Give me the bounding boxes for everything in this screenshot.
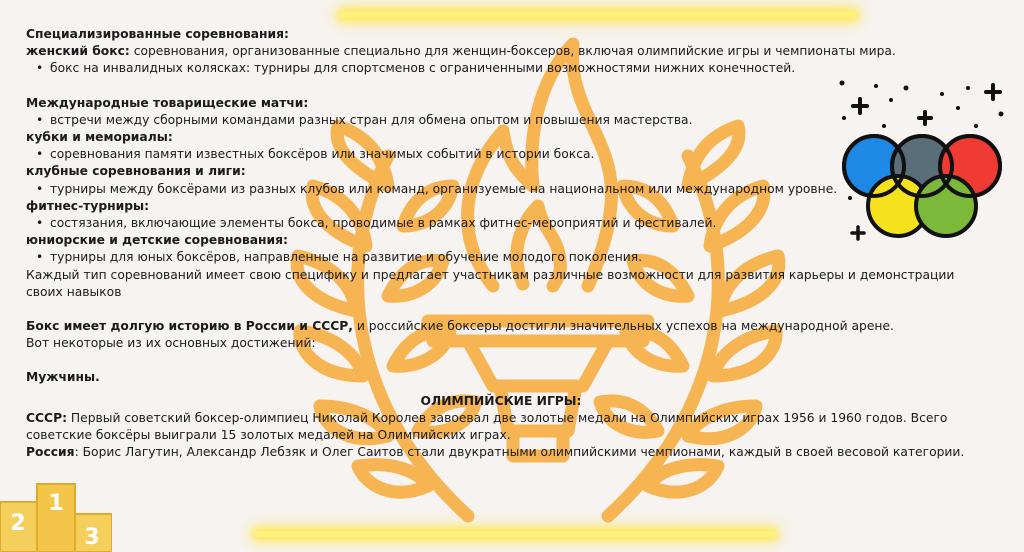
russia-paragraph: Россия: Борис Лагутин, Александр Лебзяк и Олег Саитов стали двукратными олимпийскими чемпионами, каждый в своей весовой категории. (26, 445, 965, 460)
olympic-rings-icon (836, 78, 1016, 248)
russia-label: Россия (26, 445, 75, 460)
s1-title: Специализированные соревнования: (26, 27, 289, 41)
list-item: • встречи между сборными командами разных стран для обмена опытом и повышения мастерства. (36, 112, 693, 127)
s4-title: клубные соревнования и лиги: (26, 164, 246, 179)
ussr-label: СССР: (26, 410, 68, 425)
s1-womens-line (26, 43, 976, 60)
olympics-heading: ОЛИМПИЙСКИЕ ИГРЫ: (420, 393, 582, 408)
list-item: • состязания, включающие элементы бокса, проводимые в рамках фитнес-мероприятий и фестивалей. (36, 216, 717, 231)
podium-first: 1 (48, 491, 64, 516)
men-heading: Мужчины. (26, 370, 100, 385)
top-glow-bar (340, 12, 856, 18)
ussr-paragraph: СССР: Первый советский боксер-олимпиец Николай Королев завоевал две золотые медали на Олимпийских играх 1956 и 1960 годов. Всего советские боксёры выиграли 15 золотых медалей на Олимпийских играх. (26, 410, 948, 443)
history-line-2: Вот некоторые из их основных достижений: (26, 336, 316, 351)
list-item: • турниры между боксёрами из разных клубов или команд, организуемые на национальном или международном уровне. (36, 181, 838, 196)
podium-third: 3 (84, 525, 100, 550)
s5-title: фитнес-турниры: (26, 198, 150, 213)
document-body (26, 26, 976, 461)
podium-second: 2 (10, 511, 26, 536)
s1-womens-text: соревнования, организованные специально для женщин-боксеров, включая олимпийские игры и чемпионаты мира. (129, 44, 896, 59)
s1-womens-label: женский бокс: (26, 44, 130, 59)
s1-wheelchair-text: бокс на инвалидных колясках: турниры для спортсменов с ограниченными возможностями нижних конечностей. (50, 61, 796, 76)
history-line: Бокс имеет долгую историю в России и СССР, и российские боксеры достигли значительных успехов на международной арене. (26, 319, 894, 334)
s3-title: кубки и мемориалы: (26, 130, 173, 145)
summary-text: Каждый тип соревнований имеет свою специфику и предлагает участникам различные возможности для развития карьеры и демонстрации своих навыков (26, 267, 955, 299)
history-bold: Бокс имеет долгую историю в России и СССР, (26, 319, 353, 334)
podium-icon (0, 478, 112, 552)
list-item: • бокс на инвалидных колясках: турниры для спортсменов с ограниченными возможностями нижних конечностей. (36, 61, 796, 76)
s2-title: Международные товарищеские матчи: (26, 95, 309, 110)
list-item: • соревнования памяти известных боксёров или значимых событий в истории бокса. (36, 147, 595, 162)
s6-title: юниорские и детские соревнования: (26, 233, 288, 248)
list-item: • турниры для юных боксёров, направленные на развитие и обучение молодого поколения. (36, 250, 643, 265)
